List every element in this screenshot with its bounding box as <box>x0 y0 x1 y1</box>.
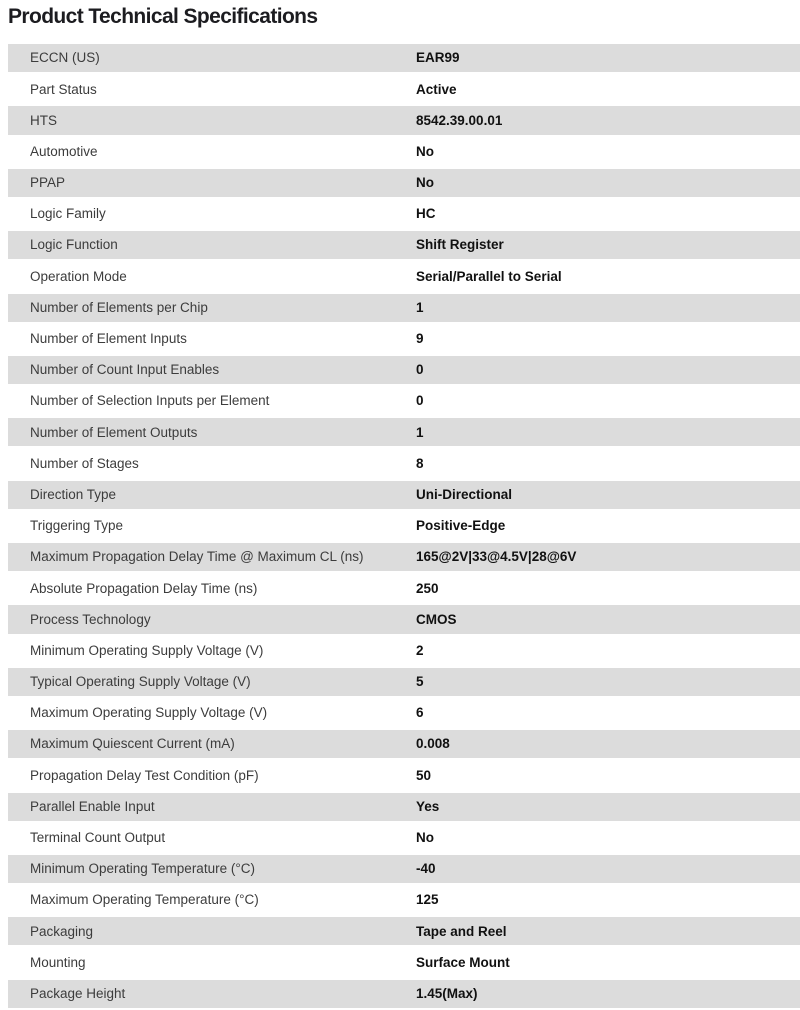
spec-value: Positive-Edge <box>416 518 506 534</box>
spec-row <box>8 481 800 509</box>
spec-row <box>8 605 800 633</box>
spec-label: ECCN (US) <box>30 50 100 66</box>
spec-row <box>8 948 800 976</box>
spec-row <box>8 512 800 540</box>
spec-value: 1.45(Max) <box>416 985 478 1001</box>
spec-label: HTS <box>30 112 57 128</box>
spec-row <box>8 262 800 290</box>
spec-value: No <box>416 175 434 191</box>
spec-label: Maximum Operating Supply Voltage (V) <box>30 705 268 721</box>
spec-value: 5 <box>416 674 424 690</box>
spec-row <box>8 668 800 696</box>
spec-label: Number of Element Inputs <box>30 331 187 347</box>
spec-value: 0 <box>416 362 424 378</box>
spec-label: Number of Element Outputs <box>30 424 198 440</box>
spec-label: PPAP <box>30 175 66 191</box>
spec-label: Direction Type <box>30 486 117 502</box>
spec-label: Process Technology <box>30 611 151 627</box>
spec-row <box>8 730 800 758</box>
spec-value: Active <box>416 81 457 97</box>
spec-row <box>8 699 800 727</box>
spec-value: 50 <box>416 767 432 783</box>
spec-value: HC <box>416 206 436 222</box>
spec-value: 0 <box>416 393 424 409</box>
spec-value: 9 <box>416 331 424 347</box>
spec-value: 1 <box>416 424 424 440</box>
spec-value: CMOS <box>416 611 457 627</box>
spec-value: 165@2V|33@4.5V|28@6V <box>416 549 577 565</box>
spec-row <box>8 169 800 197</box>
spec-value: Tape and Reel <box>416 923 507 939</box>
spec-label: Parallel Enable Input <box>30 798 155 814</box>
spec-value: Uni-Directional <box>416 486 513 502</box>
spec-row <box>8 793 800 821</box>
spec-value: 6 <box>416 705 424 721</box>
spec-row <box>8 75 800 103</box>
spec-label: Packaging <box>30 923 94 939</box>
spec-value: No <box>416 830 434 846</box>
spec-value: -40 <box>416 861 436 877</box>
spec-row <box>8 106 800 134</box>
page-title: Product Technical Specifications <box>8 5 318 28</box>
spec-value: Surface Mount <box>416 954 510 970</box>
spec-row <box>8 387 800 415</box>
spec-table <box>8 44 800 1010</box>
spec-row <box>8 574 800 602</box>
spec-label: Automotive <box>30 143 98 159</box>
spec-value: 0.008 <box>416 736 450 752</box>
spec-value: No <box>416 143 434 159</box>
spec-label: Number of Stages <box>30 455 139 471</box>
spec-label: Minimum Operating Supply Voltage (V) <box>30 642 264 658</box>
spec-row <box>8 325 800 353</box>
spec-label: Operation Mode <box>30 268 127 284</box>
spec-row <box>8 886 800 914</box>
spec-label: Package Height <box>30 985 126 1001</box>
spec-label: Maximum Quiescent Current (mA) <box>30 736 235 752</box>
spec-label: Logic Function <box>30 237 118 253</box>
spec-label: Logic Family <box>30 206 106 222</box>
spec-label: Triggering Type <box>30 518 124 534</box>
spec-value: 8542.39.00.01 <box>416 112 503 128</box>
spec-row <box>8 824 800 852</box>
spec-row <box>8 637 800 665</box>
spec-label: Terminal Count Output <box>30 830 166 846</box>
spec-row <box>8 418 800 446</box>
spec-label: Mounting <box>30 954 86 970</box>
spec-row <box>8 200 800 228</box>
spec-row <box>8 855 800 883</box>
spec-value: 125 <box>416 892 439 908</box>
spec-row <box>8 543 800 571</box>
spec-value: Serial/Parallel to Serial <box>416 268 562 284</box>
spec-value: 2 <box>416 642 424 658</box>
spec-value: 8 <box>416 455 424 471</box>
spec-value: 1 <box>416 299 424 315</box>
spec-label: Maximum Operating Temperature (°C) <box>30 892 259 908</box>
spec-row <box>8 449 800 477</box>
spec-label: Minimum Operating Temperature (°C) <box>30 861 255 877</box>
spec-row <box>8 44 800 72</box>
spec-value: Shift Register <box>416 237 504 253</box>
spec-label: Absolute Propagation Delay Time (ns) <box>30 580 258 596</box>
spec-label: Typical Operating Supply Voltage (V) <box>30 674 251 690</box>
spec-label: Number of Selection Inputs per Element <box>30 393 270 409</box>
spec-row <box>8 761 800 789</box>
spec-row <box>8 231 800 259</box>
spec-label: Maximum Propagation Delay Time @ Maximum CL (ns) <box>30 549 364 565</box>
spec-label: Number of Elements per Chip <box>30 299 208 315</box>
spec-value: Yes <box>416 798 440 814</box>
spec-row <box>8 294 800 322</box>
spec-row <box>8 980 800 1008</box>
spec-row <box>8 356 800 384</box>
spec-label: Number of Count Input Enables <box>30 362 220 378</box>
spec-value: 250 <box>416 580 439 596</box>
spec-label: Propagation Delay Test Condition (pF) <box>30 767 259 783</box>
spec-value: EAR99 <box>416 50 460 66</box>
spec-label: Part Status <box>30 81 97 97</box>
spec-row <box>8 138 800 166</box>
spec-row <box>8 917 800 945</box>
